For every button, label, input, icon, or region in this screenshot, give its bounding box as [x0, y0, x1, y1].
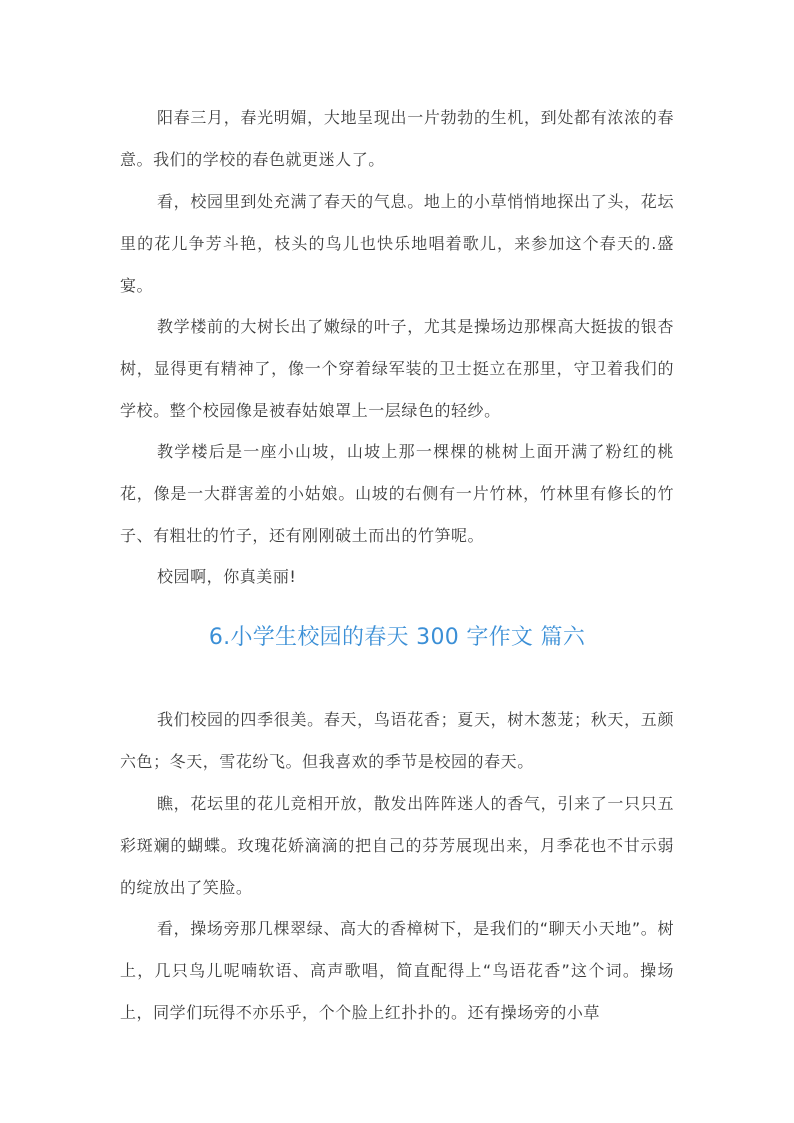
paragraph-campus-spring-air: 看，校园里到处充满了春天的气息。地上的小草悄悄地探出了头，花坛里的花儿争芳斗艳，枝头的鸟儿也快乐地唱着歌儿，来参加这个春天的.盛宴。 — [120, 192, 674, 295]
paragraph-ginkgo-tree: 教学楼前的大树长出了嫩绿的叶子，尤其是操场边那棵高大挺拔的银杏树，显得更有精神了，像一个穿着绿军装的卫士挺立在那里，守卫着我们的学校。整个校园像是被春姑娘罩上一层绿色的轻纱。 — [120, 317, 674, 420]
paragraph-spring-march: 阳春三月，春光明媚，大地呈现出一片勃勃的生机，到处都有浓浓的春意。我们的学校的春色就更迷人了。 — [120, 108, 674, 169]
section-heading: 6.小学生校园的春天 300 字作文 篇六 — [208, 625, 586, 650]
paragraph-four-seasons: 我们校园的四季很美。春天，鸟语花香；夏天，树木葱茏；秋天，五颜六色；冬天，雪花纷飞。但我喜欢的季节是校园的春天。 — [120, 710, 674, 771]
paragraph-campus-beautiful: 校园啊，你真美丽! — [157, 567, 297, 586]
paragraph-hill-peach-bamboo: 教学楼后是一座小山坡，山坡上那一棵棵的桃树上面开满了粉红的桃花，像是一大群害羞的小姑娘。山坡的右侧有一片竹林，竹林里有修长的竹子、有粗壮的竹子，还有刚刚破土而出的竹笋呢。 — [120, 442, 674, 545]
paragraph-camphor-playground: 看，操场旁那几棵翠绿、高大的香樟树下，是我们的“聊天小天地”。树上，几只鸟儿呢喃软语、高声歌唱，简直配得上“鸟语花香”这个词。操场上，同学们玩得不亦乐乎，个个脸上红扑扑的。还有操场旁的小草 — [120, 919, 674, 1022]
paragraph-flowers-butterflies: 瞧，花坛里的花儿竞相开放，散发出阵阵迷人的香气，引来了一只只五彩斑斓的蝴蝶。玫瑰花娇滴滴的把自己的芬芳展现出来，月季花也不甘示弱的绽放出了笑脸。 — [120, 794, 674, 897]
